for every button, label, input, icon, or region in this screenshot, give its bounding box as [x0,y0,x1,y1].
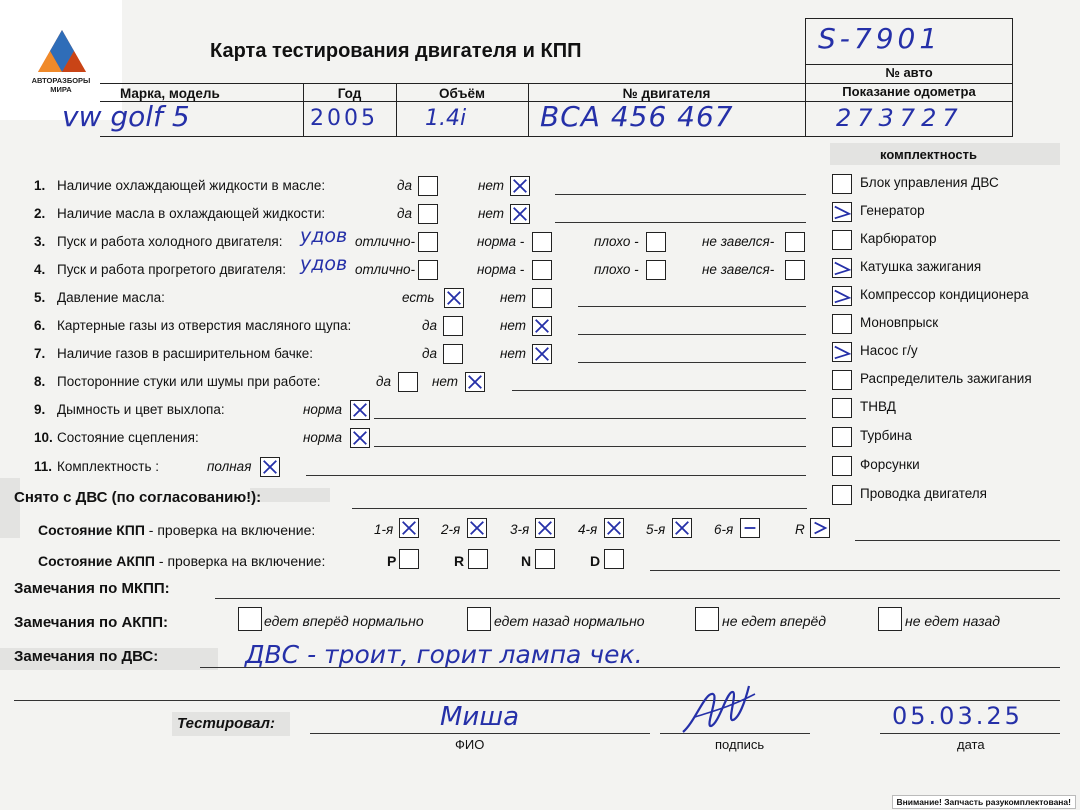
item-3-option-label: не завелся- [702,234,775,249]
remarks-akpp-label: Замечания по АКПП: [14,614,168,631]
item-6-checkbox-2[interactable] [532,316,552,336]
item-7-option-label: да [422,346,437,361]
item-8-checkbox-1[interactable] [398,372,418,392]
item-number: 8. [34,374,46,389]
completeness-item-11: Форсунки [860,457,920,472]
item-1-checkbox-1[interactable] [418,176,438,196]
item-4-checkbox-2[interactable] [532,260,552,280]
completeness-checkbox-9[interactable] [832,398,852,418]
completeness-item-9: ТНВД [860,399,896,414]
item-11-checkbox-1[interactable] [260,457,280,477]
item-3-option-label: плохо - [594,234,639,249]
kpp-gear-checkbox-4[interactable] [604,518,624,538]
item-8-option-label: нет [432,374,459,389]
completeness-item-8: Распределитель зажигания [860,371,1032,386]
akpp-mode-label: R [454,553,465,569]
remarks-mkpp-label: Замечания по МКПП: [14,580,170,597]
brand-label: Марка, модель [120,86,220,101]
item-label-6: Картерные газы из отверстия масляного щупа: [57,318,352,333]
item-label-2: Наличие масла в охлаждающей жидкости: [57,206,326,221]
completeness-checkbox-8[interactable] [832,370,852,390]
checkmark-icon [261,458,279,476]
checkmark-icon [351,401,369,419]
completeness-checkbox-2[interactable] [832,202,852,222]
checkmark-icon [833,343,851,361]
completeness-checkbox-1[interactable] [832,174,852,194]
item-6-checkbox-1[interactable] [443,316,463,336]
item-7-option-label: нет [500,346,527,361]
item-2-option-label: да [397,206,412,221]
item-5-checkbox-2[interactable] [532,288,552,308]
item-5-checkbox-1[interactable] [444,288,464,308]
checkmark-icon [511,177,529,195]
checkmark-icon [833,203,851,221]
item-4-note: удов [300,253,348,275]
year-label: Год [337,86,362,101]
item-1-option-label: нет [478,178,505,193]
kpp-gear-checkbox-2[interactable] [467,518,487,538]
item-4-option-label: плохо - [594,262,639,277]
completeness-checkbox-4[interactable] [832,258,852,278]
checkmark-icon [445,289,463,307]
item-number: 5. [34,290,46,305]
item-3-checkbox-3[interactable] [646,232,666,252]
kpp-gear-checkbox-7[interactable] [810,518,830,538]
item-2-option-label: нет [478,206,505,221]
date-caption: дата [957,737,985,752]
checkmark-icon [468,519,486,537]
akpp-mode-label: D [590,553,601,569]
tester-label: Тестировал: [177,715,275,732]
item-2-checkbox-2[interactable] [510,204,530,224]
item-1-option-label: да [397,178,412,193]
item-7-checkbox-2[interactable] [532,344,552,364]
item-2-checkbox-1[interactable] [418,204,438,224]
kpp-gear-label: 6-я [714,522,734,537]
completeness-checkbox-12[interactable] [832,485,852,505]
item-4-option-label: не завелся- [702,262,775,277]
item-9-checkbox-1[interactable] [350,400,370,420]
akpp-mode-checkbox-1[interactable] [399,549,419,569]
akpp-mode-checkbox-2[interactable] [468,549,488,569]
item-4-option-label: норма - [477,262,525,277]
akpp-remark-label: не едет назад [905,613,1000,629]
kpp-gear-checkbox-3[interactable] [535,518,555,538]
kpp-gear-checkbox-1[interactable] [399,518,419,538]
item-8-checkbox-2[interactable] [465,372,485,392]
item-label-5: Давление масла: [57,290,165,305]
checkmark-icon [811,519,829,537]
logo-icon [36,28,88,74]
akpp-remark-checkbox-2[interactable] [467,607,491,631]
checkmark-icon [833,259,851,277]
checkmark-icon [673,519,691,537]
item-4-checkbox-3[interactable] [646,260,666,280]
akpp-mode-checkbox-4[interactable] [604,549,624,569]
item-label-9: Дымность и цвет выхлопа: [57,402,225,417]
item-number: 9. [34,402,46,417]
item-label-1: Наличие охлаждающей жидкости в масле: [57,178,326,193]
remarks-dvs-label: Замечания по ДВС: [14,648,159,665]
item-3-note: удов [300,225,348,247]
signature [675,682,765,737]
kpp-gear-label: 4-я [578,522,598,537]
completeness-checkbox-7[interactable] [832,342,852,362]
page-title: Карта тестирования двигателя и КПП [210,40,582,62]
engine-label: № двигателя [622,86,711,101]
akpp-remark-label: не едет вперёд [722,613,827,629]
checkmark-icon [536,519,554,537]
checkmark-icon [741,519,759,537]
completeness-checkbox-11[interactable] [832,456,852,476]
item-11-option-label: полная [207,459,252,474]
item-number: 10. [34,430,53,445]
item-number: 3. [34,234,46,249]
item-4-checkbox-1[interactable] [418,260,438,280]
item-3-option-label: отлично- [355,234,415,249]
akpp-remark-label: едет назад нормально [494,613,645,629]
item-label-3: Пуск и работа холодного двигателя: [57,234,283,249]
checkmark-icon [351,429,369,447]
name-caption: ФИО [455,737,485,752]
removed-label: Снято с ДВС (по согласованию!): [14,489,262,506]
kpp-gear-label: 1-я [374,522,394,537]
checkmark-icon [511,205,529,223]
completeness-item-5: Компрессор кондиционера [860,287,1029,302]
sign-caption: подпись [715,737,765,752]
item-label-10: Состояние сцепления: [57,430,199,445]
akpp-mode-checkbox-3[interactable] [535,549,555,569]
kpp-gear-label: 3-я [510,522,530,537]
completeness-checkbox-5[interactable] [832,286,852,306]
completeness-item-10: Турбина [860,428,912,443]
item-number: 6. [34,318,46,333]
test-date: 05.03.25 [892,702,1023,730]
car-number-label: № авто [885,65,933,80]
tester-name: Миша [440,702,520,732]
item-3-checkbox-2[interactable] [532,232,552,252]
item-number: 4. [34,262,46,277]
akpp-mode-label: N [521,553,532,569]
checkmark-icon [833,287,851,305]
logo-line2: МИРА [50,85,72,94]
volume-value: 1.4i [425,106,467,131]
item-number: 7. [34,346,46,361]
engine-value: BCA 456 467 [540,100,734,133]
completeness-item-7: Насос г/у [860,343,918,358]
volume-label: Объём [439,86,485,101]
completeness-checkbox-6[interactable] [832,314,852,334]
completeness-title: комплектность [880,147,977,162]
akpp-remark-checkbox-1[interactable] [238,607,262,631]
item-label-7: Наличие газов в расширительном бачке: [57,346,314,361]
item-9-option-label: норма [303,402,343,417]
item-4-option-label: отлично- [355,262,415,277]
akpp-remark-checkbox-3[interactable] [695,607,719,631]
item-label-4: Пуск и работа прогретого двигателя: [57,262,286,277]
kpp-gear-label: R [795,522,805,537]
remarks-dvs-value: ДВС - троит, горит лампа чек. [245,640,643,669]
item-3-checkbox-4[interactable] [785,232,805,252]
checkmark-icon [533,317,551,335]
akpp-remark-label: едет вперёд нормально [264,613,424,629]
completeness-item-12: Проводка двигателя [860,486,987,501]
completeness-item-3: Карбюратор [860,231,937,246]
completeness-checkbox-3[interactable] [832,230,852,250]
kpp-gear-checkbox-6[interactable] [740,518,760,538]
odometer-label: Показание одометра [842,84,976,99]
item-10-option-label: норма [303,430,343,445]
kpp-gear-label: 2-я [441,522,461,537]
logo-line1: АВТОРАЗБОРЫ [31,76,91,85]
checkmark-icon [605,519,623,537]
checkmark-icon [400,519,418,537]
odometer-value: 273727 [836,104,964,132]
completeness-item-2: Генератор [860,203,925,218]
akpp-remark-checkbox-4[interactable] [878,607,902,631]
kpp-label: Состояние КПП - проверка на включение: [38,522,316,538]
item-number: 11. [34,459,53,474]
item-5-option-label: нет [500,290,527,305]
item-7-checkbox-1[interactable] [443,344,463,364]
item-4-checkbox-4[interactable] [785,260,805,280]
completeness-item-4: Катушка зажигания [860,259,982,274]
item-5-option-label: есть [402,290,435,305]
checkmark-icon [533,345,551,363]
akpp-mode-label: P [387,553,397,569]
item-6-option-label: нет [500,318,527,333]
item-10-checkbox-1[interactable] [350,428,370,448]
item-8-option-label: да [376,374,391,389]
item-number: 2. [34,206,46,221]
completeness-item-6: Моновпрыск [860,315,939,330]
car-number-value: S-7901 [818,22,942,55]
year-value: 2005 [310,106,378,131]
completeness-item-1: Блок управления ДВС [860,175,999,190]
kpp-gear-label: 5-я [646,522,666,537]
footer-warning: Внимание! Запчасть разукомплектована! [892,795,1076,809]
completeness-checkbox-10[interactable] [832,427,852,447]
item-3-option-label: норма - [477,234,525,249]
brand-value: vw golf 5 [62,100,190,133]
kpp-gear-checkbox-5[interactable] [672,518,692,538]
item-label-8: Посторонние стуки или шумы при работе: [57,374,321,389]
item-number: 1. [34,178,46,193]
item-label-11: Комплектность : [57,459,160,474]
item-6-option-label: да [422,318,437,333]
item-3-checkbox-1[interactable] [418,232,438,252]
checkmark-icon [466,373,484,391]
akpp-label: Состояние АКПП - проверка на включение: [38,553,326,569]
item-1-checkbox-2[interactable] [510,176,530,196]
